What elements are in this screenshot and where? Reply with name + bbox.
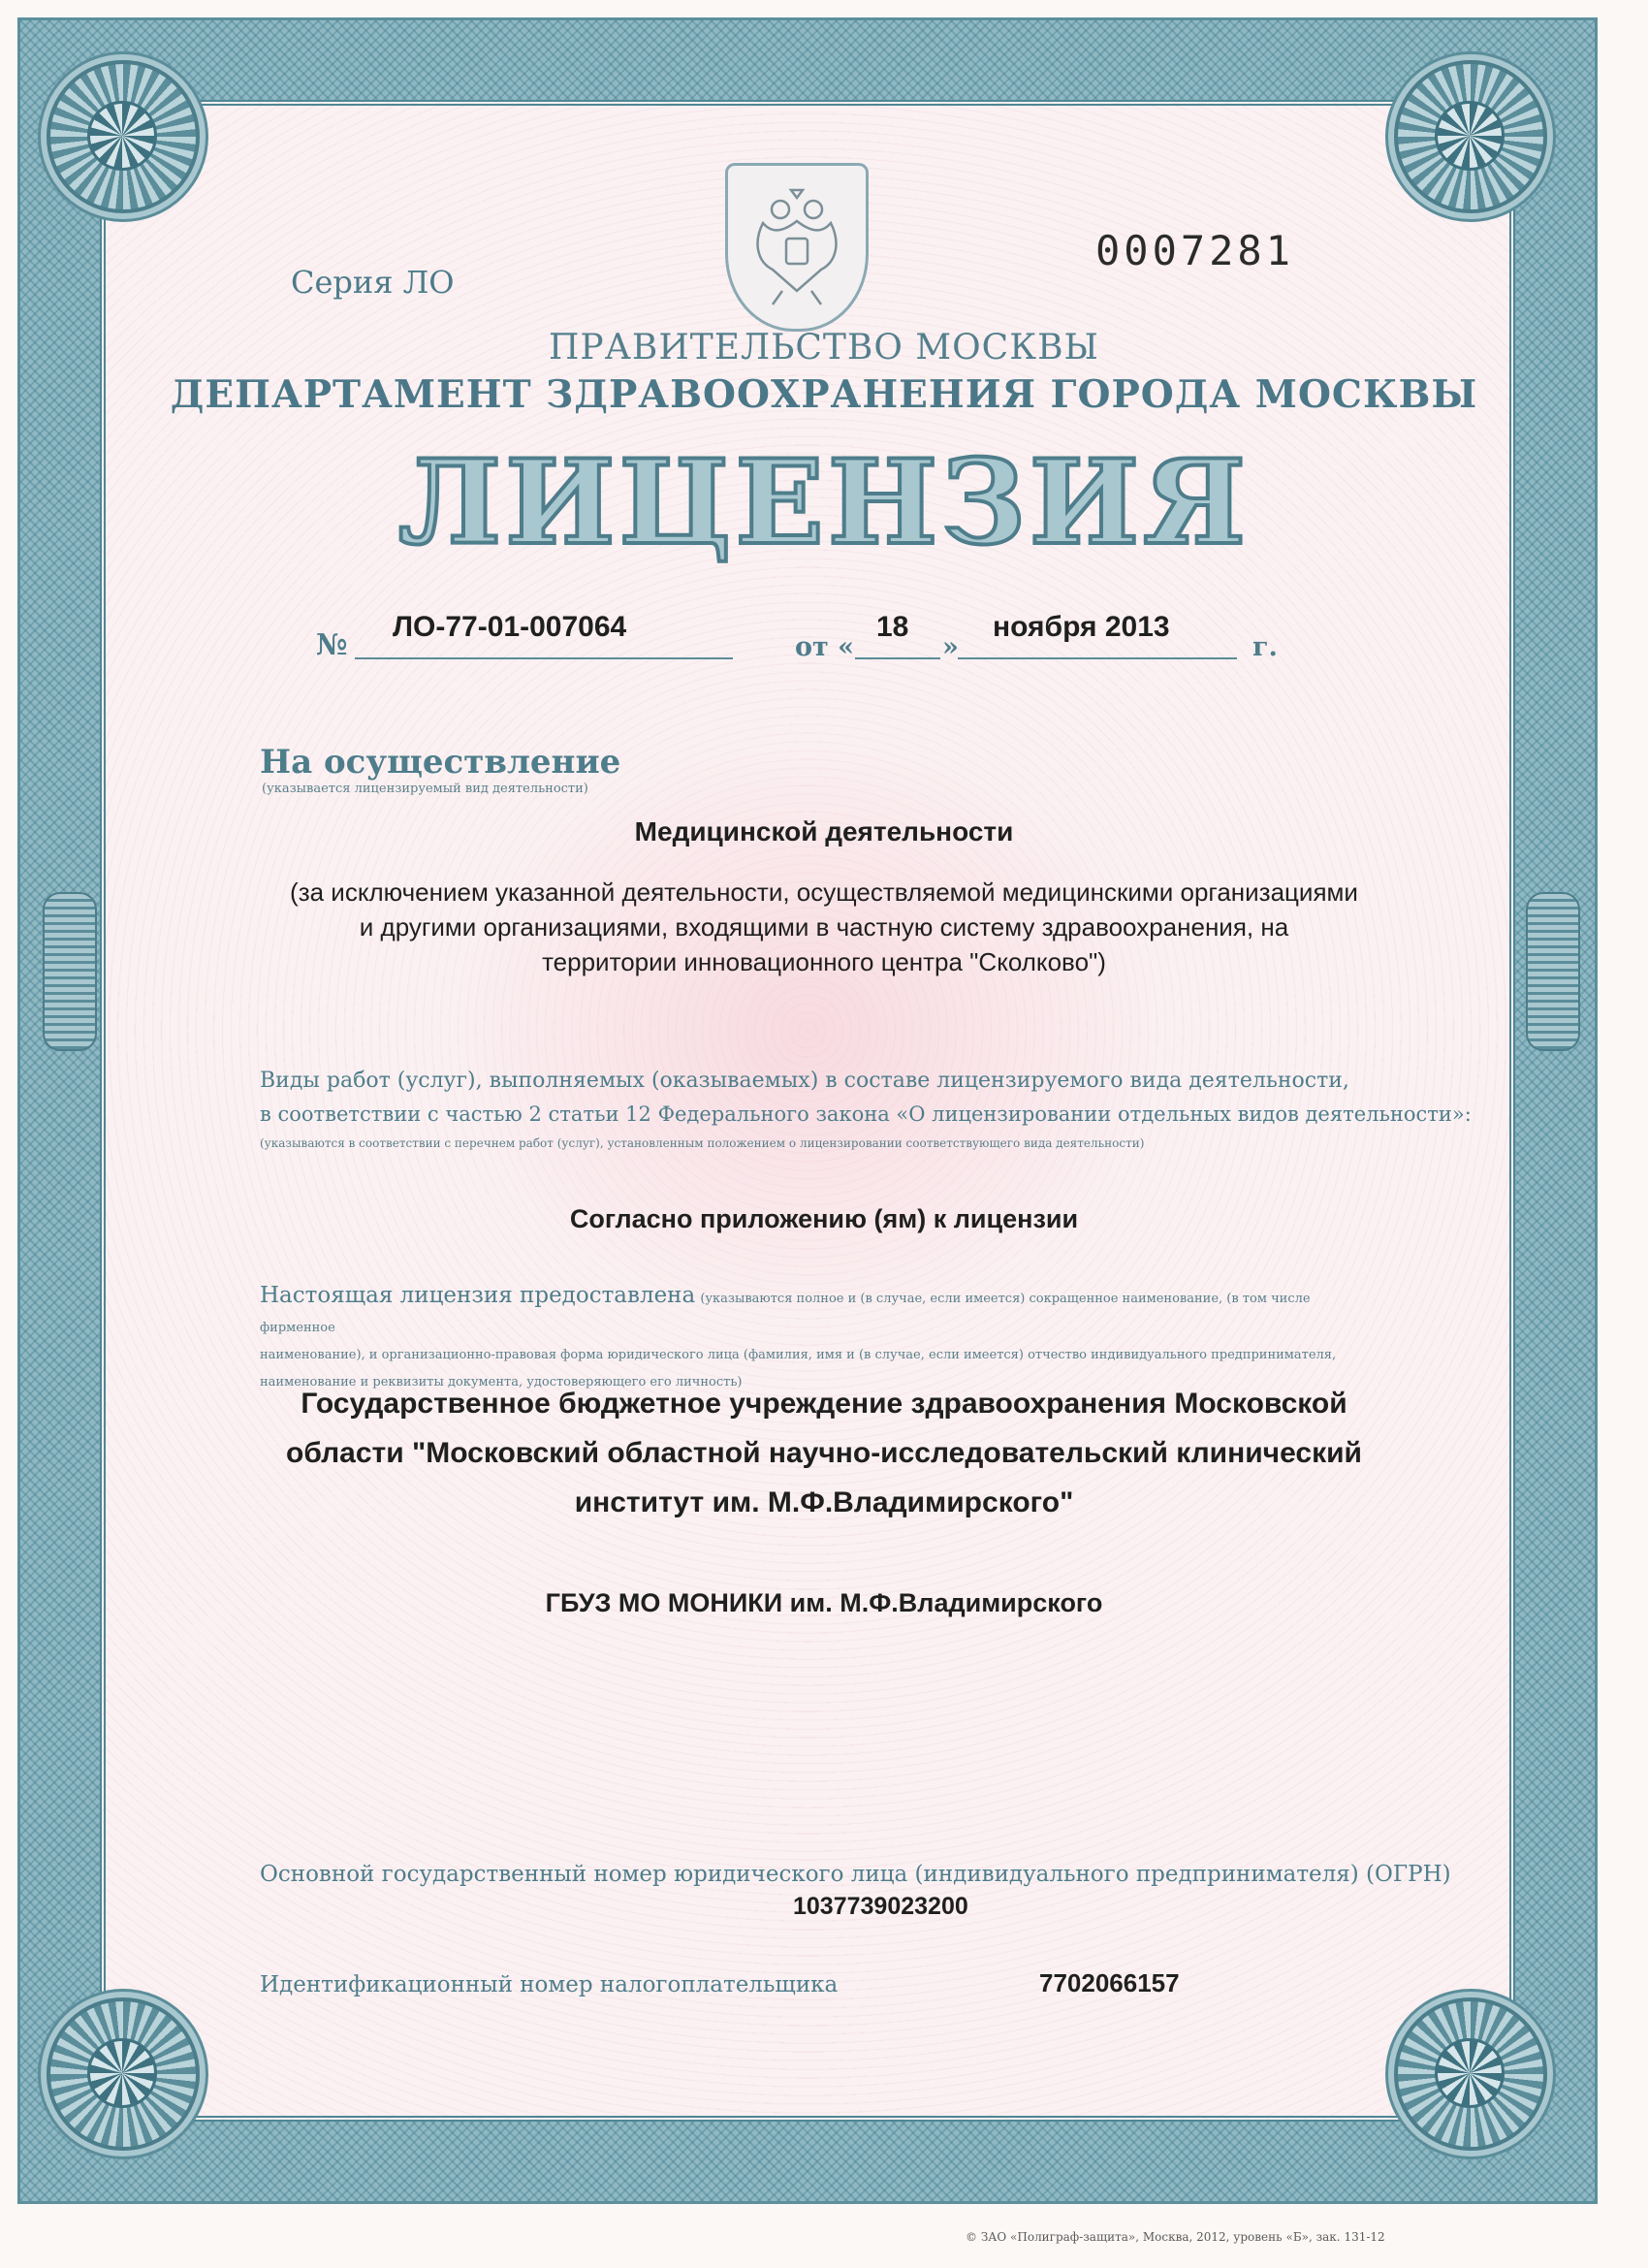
- date-close-quote: »: [942, 632, 959, 662]
- number-label: №: [316, 628, 348, 662]
- works-hint: (указываются в соответствии с перечнем работ (услуг), установленным положением о лицензировании соответствующего вида деятельности): [260, 1136, 1145, 1150]
- date-from-label: от «: [795, 632, 855, 662]
- government-title: ПРАВИТЕЛЬСТВО МОСКВЫ: [549, 328, 1099, 367]
- holder-short-name: ГБУЗ МО МОНИКИ им. М.Ф.Владимирского: [545, 1588, 1103, 1617]
- corner-rosette-icon: [47, 60, 200, 213]
- form-number: 0007281: [1095, 227, 1295, 274]
- corner-rosette-icon: [47, 1997, 200, 2151]
- ogrn-label: Основной государственный номер юридического лица (индивидуального предпринимателя) (ОГРН): [260, 1862, 1451, 1887]
- holder-name-line: институт им. М.Ф.Владимирского": [574, 1486, 1074, 1518]
- holder-hint: наименование), и организационно-правовая форма юридического лица (фамилия, имя и (в случае, если имеется) отчество индивидуального предпринимателя,: [260, 1348, 1337, 1362]
- works-value: Согласно приложению (ям) к лицензии: [569, 1204, 1079, 1233]
- activity-name: Медицинской деятельности: [634, 816, 1014, 847]
- license-day: 18: [876, 611, 909, 643]
- works-label: [260, 1065, 1472, 1131]
- holder-label: Настоящая лицензия предоставлена: [260, 1283, 696, 1308]
- holder-hint: наименование и реквизиты документа, удостоверяющего его личность): [260, 1375, 743, 1390]
- exception-line: территории инновационного центра "Сколково"): [542, 947, 1106, 976]
- license-number: ЛО-77-01-007064: [393, 611, 627, 643]
- printer-note: © ЗАО «Полиграф-защита», Москва, 2012, уровень «Б», зак. 131-12: [966, 2230, 1385, 2244]
- license-month-year: ноября 2013: [993, 611, 1170, 643]
- inn-value: 7702066157: [1039, 1968, 1180, 1997]
- corner-rosette-icon: [1394, 1997, 1547, 2151]
- holder-name-line: Государственное бюджетное учреждение здравоохранения Московской: [301, 1388, 1347, 1420]
- exception-line: и другими организациями, входящими в частную систему здравоохранения, на: [359, 912, 1289, 942]
- activity-hint: (указывается лицензируемый вид деятельности): [262, 782, 588, 796]
- corner-rosette-icon: [1394, 60, 1547, 213]
- activity-label: На осуществление: [260, 743, 621, 782]
- ogrn-value: 1037739023200: [793, 1893, 968, 1920]
- works-label-line: в соответствии с частью 2 статьи 12 Федерального закона «О лицензировании отдельных видов деятельности»:: [260, 1102, 1472, 1126]
- department-title: ДЕПАРТАМЕНТ ЗДРАВООХРАНЕНИЯ ГОРОДА МОСКВЫ: [170, 372, 1478, 417]
- day-underline: [855, 655, 940, 659]
- coat-of-arms-icon: [725, 163, 869, 332]
- year-suffix: г.: [1252, 632, 1278, 662]
- number-underline: [355, 655, 733, 659]
- series-label: Серия ЛО: [291, 264, 455, 301]
- holder-name-line: области "Московский областной научно-исследовательский клинический: [286, 1437, 1362, 1469]
- document-title: ЛИЦЕНЗИЯ: [397, 434, 1251, 571]
- holder-hint: (указываются полное и (в случае, если имеется) сокращенное наименование, (в том числе фирменное: [260, 1292, 1311, 1335]
- inn-label: Идентификационный номер налогоплательщика: [260, 1972, 839, 1997]
- works-label-line: Виды работ (услуг), выполняемых (оказываемых) в составе лицензируемого вида деятельности,: [260, 1069, 1349, 1093]
- exception-line: (за исключением указанной деятельности, осуществляемой медицинскими организациями: [290, 878, 1358, 907]
- month-underline: [958, 655, 1237, 659]
- activity-exception: [0, 875, 1648, 979]
- holder-full-name: [0, 1379, 1648, 1527]
